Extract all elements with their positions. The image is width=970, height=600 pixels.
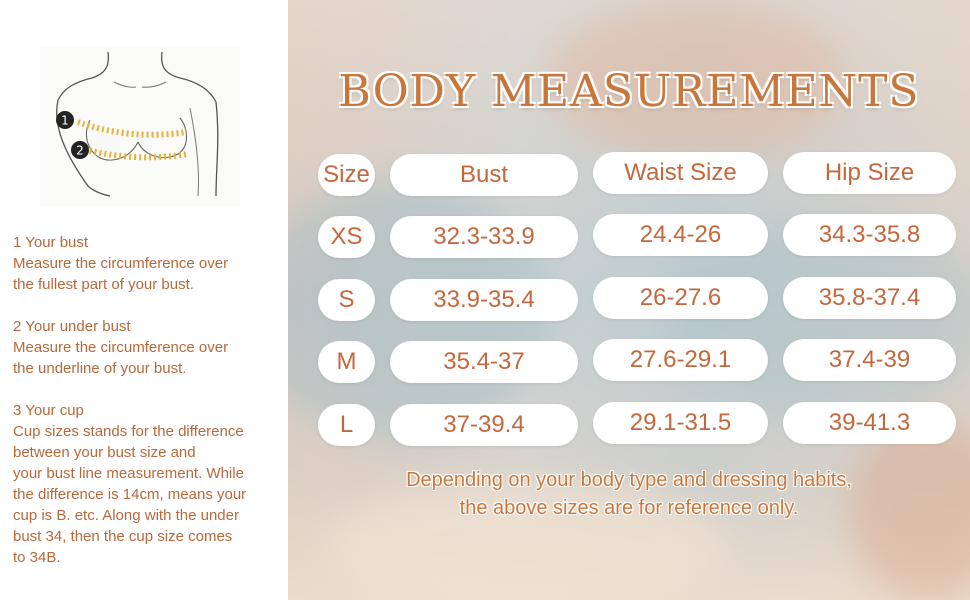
- instruction-heading: 1 Your bust: [13, 234, 89, 251]
- cell-hip: 37.4-39: [783, 339, 956, 381]
- cell-bust: 35.4-37: [390, 341, 578, 383]
- instruction-line: bust 34, then the cup size comes: [13, 528, 233, 545]
- header-bust: Bust: [390, 154, 578, 196]
- bust-measurement-illustration: [30, 38, 250, 210]
- instructions-panel: [0, 0, 288, 600]
- cell-waist: 24.4-26: [593, 214, 768, 256]
- instruction-line: the underline of your bust.: [13, 360, 187, 377]
- instruction-under-bust: [13, 316, 281, 379]
- instruction-line: to 34B.: [13, 549, 61, 566]
- cell-size: S: [318, 279, 375, 321]
- instruction-line: cup is B. etc. Along with the under: [13, 507, 239, 524]
- cell-hip: 34.3-35.8: [783, 214, 956, 256]
- cell-waist: 26-27.6: [593, 277, 768, 319]
- cell-waist: 29.1-31.5: [593, 402, 768, 444]
- instruction-cup: [13, 400, 281, 568]
- cell-bust: 32.3-33.9: [390, 216, 578, 258]
- cell-bust: 37-39.4: [390, 404, 578, 446]
- cell-size: XS: [318, 216, 375, 258]
- instruction-line: the fullest part of your bust.: [13, 276, 194, 293]
- header-size: Size: [318, 154, 375, 196]
- cell-bust: 33.9-35.4: [390, 279, 578, 321]
- cell-size: L: [318, 404, 375, 446]
- cell-hip: 35.8-37.4: [783, 277, 956, 319]
- cell-hip: 39-41.3: [783, 402, 956, 444]
- instruction-bust: [13, 232, 281, 295]
- instruction-heading: 3 Your cup: [13, 402, 84, 419]
- reference-note: [288, 466, 970, 522]
- instruction-line: your bust line measurement. While: [13, 465, 244, 482]
- measurement-instructions: [13, 232, 281, 589]
- marker-2-label: 2: [76, 143, 84, 158]
- size-chart-panel: [288, 0, 970, 600]
- instruction-line: Measure the circumference over: [13, 255, 229, 272]
- instruction-line: the difference is 14cm, means your: [13, 486, 247, 503]
- instruction-line: Measure the circumference over: [13, 339, 229, 356]
- header-waist: Waist Size: [593, 152, 768, 194]
- page-title: BODY MEASUREMENTS: [338, 66, 920, 117]
- header-hip: Hip Size: [783, 152, 956, 194]
- instruction-line: Cup sizes stands for the difference: [13, 423, 244, 440]
- marker-1-label: 1: [61, 113, 69, 128]
- note-line: the above sizes are for reference only.: [459, 497, 799, 519]
- instruction-heading: 2 Your under bust: [13, 318, 131, 335]
- note-line: Depending on your body type and dressing habits,: [406, 469, 852, 491]
- cell-size: M: [318, 341, 375, 383]
- cell-waist: 27.6-29.1: [593, 339, 768, 381]
- instruction-line: between your bust size and: [13, 444, 196, 461]
